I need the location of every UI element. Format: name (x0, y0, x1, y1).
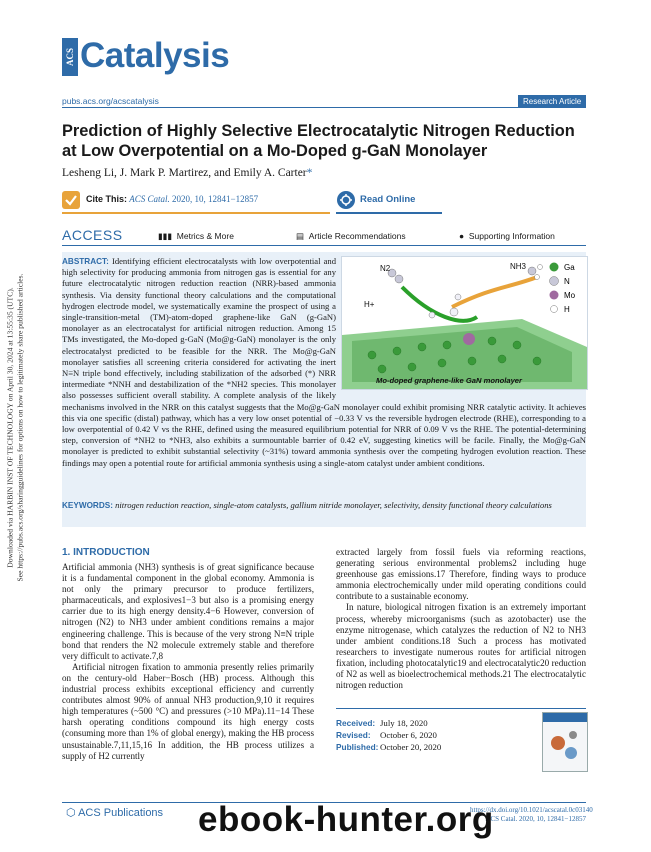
access-rule (62, 245, 586, 246)
abstract (62, 256, 586, 469)
journal-logo[interactable]: Catalysis (80, 36, 230, 75)
document-icon: ▤ (296, 231, 305, 241)
metrics-link[interactable] (158, 231, 234, 242)
article-title: Prediction of Highly Selective Electrocatalytic Nitrogen Reduction at Low Overpotential on a Mo-Doped g-GaN Monolayer (62, 122, 575, 160)
doi-link[interactable]: https://dx.doi.org/10.1021/acscatal.0c03140 (470, 806, 593, 814)
legend-ga: Ga (564, 263, 575, 272)
cite-reference[interactable]: 2020, 10, 12841−12857 (172, 194, 259, 204)
supporting-info-link[interactable] (459, 231, 555, 241)
article-dates (336, 717, 441, 753)
access-label: ACCESS (62, 227, 123, 243)
journal-url[interactable]: pubs.acs.org/acscatalysis (62, 96, 159, 106)
toc-nh3-label: NH3 (510, 262, 527, 271)
publisher-name: ACS Publications (78, 807, 164, 819)
intro-paragraph-1: Artificial ammonia (NH3) synthesis is of great significance because it is a fundamental component in the global economy. Ammonia is not only the primary precursor to produce fertilizers, pharmaceuticals, and explosives1−3 but also is a promising energy carrier due to its high energy density.4−6 However, conversion of nitrogen (N2) to NH3 under ambient conditions remains a major engineering challenge. This is because of the very strong N≡N triple bond that renders the N2 molecule extremely stable and therefore very difficult to activate.7,8 (62, 562, 314, 661)
legend-mo: Mo (564, 291, 576, 300)
legend-n: N (564, 277, 570, 286)
header-rule (62, 107, 586, 108)
cite-icon[interactable] (62, 191, 80, 209)
intro-paragraph-4: In nature, biological nitrogen fixation is an extremely important process, whereby microorganisms (such as azotobacter) use the enzyme nitrogenase, which catalyzes the reduction of N2 to NH3 under ambient conditions.18 Such a process has motivated researchers to investigate numerous routes for artificial nitrogen fixation, including photocatalytic19 and electrocatalytic20 reduction of N2 as well as bioelectrochemical methods.21 The electrocatalytic nitrogen reduction (336, 602, 586, 691)
recommendations-link[interactable] (296, 231, 406, 242)
cite-label: Cite This: (86, 194, 128, 204)
read-online-icon[interactable] (337, 191, 355, 209)
cite-underline (62, 212, 330, 214)
author-list (62, 167, 312, 179)
journal-logo-badge (62, 38, 78, 76)
logo-acs-text: ACS (65, 48, 75, 67)
toc-h-label: H+ (364, 300, 375, 309)
revised-label: Revised: (336, 730, 371, 740)
acs-publications-logo[interactable] (66, 806, 163, 819)
supporting-label: Supporting Information (468, 231, 555, 241)
keywords-label: KEYWORDS: (62, 501, 113, 510)
recommendations-label: Article Recommendations (308, 231, 406, 241)
left-column (62, 562, 314, 762)
footer-reference: ACS Catal. 2020, 10, 12841−12857 (485, 815, 586, 823)
corresponding-author-mark: * (306, 167, 313, 179)
toc-caption: Mo-doped graphene-like GaN monolayer (376, 376, 522, 385)
watermark: ebook-hunter.org (198, 800, 494, 839)
legend-h: H (564, 305, 570, 314)
read-online-underline (336, 212, 442, 214)
abstract-label: ABSTRACT: (62, 257, 109, 266)
intro-paragraph-2: Artificial nitrogen fixation to ammonia presently relies primarily on the century-old Haber−Bosch (HB) process. Although this industrial process exhibits exceptional efficiency and currently contributes almost 90% of annual NH3 production,9,10 it requires high temperatures (~500 °C) and pressures (>10 MPa).11−14 These harsh operating conditions compound its high energy costs (consuming more than 1% of global energy), making the HB process unsustainable.7,11,15,16 In addition, the HB process utilizes a supply of H2 currently (62, 661, 314, 761)
intro-paragraph-3: extracted largely from fossil fuels via reforming reactions, generating serious environmental problems2 including huge greenhouse gas emissions.17 Therefore, finding ways to produce ammonia electrochemically under mild operating conditions could contribute to a sustainable economy. (336, 547, 586, 602)
section-heading: 1. INTRODUCTION (62, 547, 150, 558)
revised-date: October 6, 2020 (380, 730, 437, 740)
download-stamp-line2: See https://pubs.acs.org/sharingguidelines for options on how to legitimately share published articles. (15, 273, 24, 582)
published-date: October 20, 2020 (380, 742, 442, 752)
received-date: July 18, 2020 (380, 718, 428, 728)
supporting-info-icon: ● (459, 231, 465, 241)
download-stamp-line1: Downloaded via HARBIN INST OF TECHNOLOGY on April 30, 2024 at 13:55:35 (UTC). (5, 287, 15, 568)
cite-info (86, 194, 258, 204)
right-column (336, 547, 586, 691)
metrics-label: Metrics & More (176, 231, 234, 241)
published-label: Published: (336, 742, 379, 752)
acs-hexagon-icon: ⬡ (66, 807, 76, 819)
keywords (62, 500, 586, 511)
dates-rule (336, 708, 586, 709)
keywords-text: nitrogen reduction reaction, single-atom catalysts, gallium nitride monolayer, selectivity, density functional theory calculations (115, 500, 552, 510)
toc-n2-label: N2 (380, 264, 391, 273)
bar-chart-icon: ▮▮▮ (158, 231, 173, 241)
download-stamp (6, 148, 25, 708)
authors-text[interactable]: Lesheng Li, J. Mark P. Martirez, and Emily A. Carter (62, 167, 307, 179)
received-label: Received: (336, 718, 376, 728)
read-online-button[interactable]: Read Online (360, 194, 416, 205)
journal-cover-thumbnail[interactable] (542, 712, 588, 772)
abstract-text: Identifying efficient electrocatalysts with low overpotential and high selectivity for producing ammonia from nitrogen gas is essential for any future electrocatalytic nitrogen reduction reaction (NRR)-based ammonia synthesis. Via density functional theory calculations and the computational hydrogen electrode model, we systematically examine the prospect of using a single-transition-metal (TM)-atom-doped graphene-like GaN (g-GaN) monolayer as an electrocatalyst for artificial nitrogen reduction. Among 15 TMs investigated, the Mo-doped g-GaN (Mo@g-GaN) monolayer is the only electrocatalyst predicted to be feasible for the NRR. The Mo@g-GaN monolayer satisfies all screening criteria considered for activating the inert N≡N triple bond effectively, including stabilization of the adsorbed (*) NRR intermediate *NNH and destabilization of the *NH2 species. This monolayer also possesses sufficient overall stability. A complete analysis of the likely mechanisms involved in the NRR on this catalyst suggests that the Mo@g-GaN monolayer could exhibit promising NRR catalytic activity. It achieves this via one specific (distal) pathway, which has a very low onset potential of −0.33 V vs the reversible hydrogen electrode (RHE), corresponding to a low overpotential of 0.42 V vs the RHE, defined using the measured equilibrium potential for NRR of 0.09 V vs the RHE. The potential-determining step, conversion of *NH2 to *NH3, also exhibits a surmountable barrier of 0.42 eV, suggesting kinetics will be facile. Finally, the Mo@g-GaN monolayer is predicted to exhibit substantial selectivity (~31%) toward ammonia synthesis over the competing hydrogen evolution reaction. These findings may open a potential route for artificial ammonia synthesis using a single-atom catalyst under ambient conditions. (62, 256, 586, 468)
article-type-badge: Research Article (518, 95, 586, 108)
cite-journal[interactable]: ACS Catal. (129, 194, 170, 204)
